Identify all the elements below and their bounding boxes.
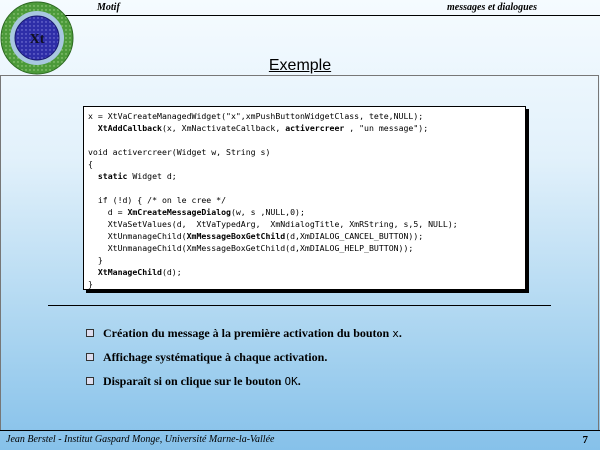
code-keyword: XmMessageBoxGetChild [186,231,286,241]
code-line: } [97,255,103,265]
header-right-title: messages et dialogues [447,2,537,13]
code-text [84,107,525,290]
code-keyword: XmCreateMessageDialog [127,207,231,217]
code-line: (w, s ,NULL,0); [230,207,305,217]
list-item [86,350,586,374]
code-keyword: XtAddCallback [97,123,162,133]
code-line: x = XtVaCreateManagedWidget("x",xmPushButtonWidgetClass, tete,NULL); [88,111,424,121]
slide-header [0,0,600,16]
code-line: d = [107,207,128,217]
code-line: Widget d; [127,171,177,181]
footer-author: Jean Berstel - Institut Gaspard Monge, Université Marne-la-Vallée [6,434,275,445]
code-line: XtUnmanageChild(XmMessageBoxGetChild(d,XmDIALOG_HELP_BUTTON)); [107,243,414,253]
bullet-square-icon [86,377,94,385]
code-line: (d,XmDIALOG_CANCEL_BUTTON)); [285,231,424,241]
list-item: Disparaît si on clique sur le bouton OK. [86,374,586,398]
code-line: if (!d) { /* on le cree */ [97,195,227,205]
code-line: XtVaSetValues(d, XtVaTypedArg, XmNdialogTitle, XmRString, s,5, NULL); [107,219,458,229]
code-line: , "un message"); [344,123,429,133]
page-number: 7 [582,434,588,446]
logo-text: Xt [29,32,45,47]
code-line: XtUnmanageChild( [107,231,187,241]
bullet-code: OK [284,375,298,388]
bullet-text: Affichage systématique à chaque activation. [103,350,328,364]
code-line: { [88,159,93,169]
list-item: Création du message à la première activation du bouton x. [86,326,586,350]
bullet-text: Disparaît si on clique sur le bouton [103,374,285,388]
bullet-text: Création du message à la première activation du bouton [103,326,393,340]
bullet-code: x [392,327,399,340]
code-keyword: static [97,171,128,181]
page-title: Exemple [268,57,332,74]
code-line: void activercreer(Widget w, String s) [88,147,271,157]
bullet-square-icon [86,329,94,337]
code-keyword: activercreer [285,123,345,133]
section-divider [48,305,551,306]
code-line: (d); [161,267,182,277]
header-divider [62,15,600,16]
header-left-title: Motif [97,2,120,13]
code-line: (x, XmNactivateCallback, [161,123,286,133]
code-listing [83,106,526,290]
footer-divider [0,430,600,431]
code-line: } [88,279,93,289]
bullet-square-icon [86,353,94,361]
bullet-list [86,326,586,398]
code-keyword: XtManageChild [97,267,162,277]
